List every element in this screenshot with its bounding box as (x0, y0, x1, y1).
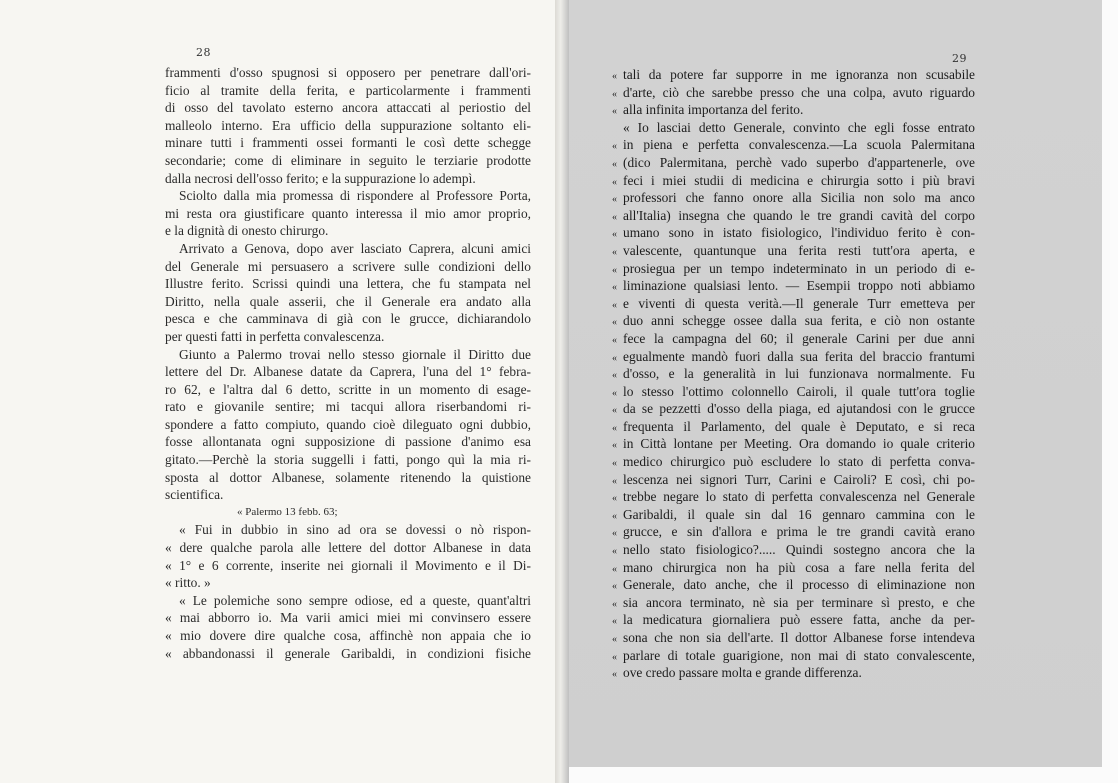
line-text: lescenza nei signori Turr, Carini e Cairoli? E così, chi po- (623, 471, 975, 487)
right-page-scan (569, 0, 1102, 767)
text-line (612, 576, 975, 594)
quote-mark: « (612, 246, 617, 258)
text-line: malleolo interno. Era ufficio della suppurazione soltanto eli- (165, 117, 531, 133)
text-line (612, 523, 975, 541)
text-line (612, 541, 975, 559)
text-line (612, 260, 975, 278)
text-line: di osso del tavolato esterno ancora attaccati al periostio del (165, 100, 531, 116)
quote-mark: « (612, 176, 617, 188)
text-line (612, 295, 975, 313)
text-line (612, 207, 975, 225)
text-line: « ritto. » (165, 575, 211, 591)
text-line (612, 471, 975, 489)
quote-mark: « (612, 475, 617, 487)
quote-mark: « (612, 88, 617, 100)
line-text: feci i miei studii di medicina e chirurgia sotto i più bravi (623, 172, 975, 188)
line-text: « Io lasciai detto Generale, convinto che egli fosse entrato (623, 119, 975, 135)
text-line: per questi fatti in perfetta convalescenza. (165, 328, 385, 344)
line-text: mano chirurgica non ha più cosa a fare nella ferita del (623, 559, 975, 575)
quote-mark: « (612, 440, 617, 452)
line-text: alla infinita importanza del ferito. (623, 102, 804, 118)
line-text: ove credo passare molta e grande differenza. (623, 665, 862, 681)
quote-mark: « (612, 282, 617, 294)
text-line: Illustre ferito. Scrissi quindi una lettera, che fu stampata nel (165, 276, 531, 292)
quote-mark: « (612, 299, 617, 311)
line-text: grucce, e sin d'allora e prima le tre grandi cavità erano (623, 524, 975, 540)
text-line: « abbandonassi il generale Garibaldi, in condizioni fisiche (165, 645, 531, 661)
text-line: Diritto, nella quale asserii, che il Generale era andato alla (165, 293, 531, 309)
text-line (612, 172, 975, 190)
quote-mark: « (612, 546, 617, 558)
text-line (612, 330, 975, 348)
quote-mark: « (612, 158, 617, 170)
quote-mark: « (612, 598, 617, 610)
quote-mark: « (612, 422, 617, 434)
line-text: d'arte, ciò che sarebbe presso che una colpa, avuto riguardo (623, 84, 975, 100)
text-line (612, 101, 975, 119)
line-text: egualmente mandò fuori dalla sua ferita del braccio frantumi (623, 348, 975, 364)
text-line: fosse allontanata ogni supposizione di passione d'animo esa (165, 434, 531, 450)
text-line: « mio dovere dire qualche cosa, affinchè non appaia che io (165, 628, 531, 643)
page-number-left: 28 (196, 46, 211, 59)
text-line: « Palermo 13 febb. 63; (237, 505, 338, 518)
quote-mark: « (612, 581, 617, 593)
text-line (612, 136, 975, 154)
quote-mark: « (612, 317, 617, 329)
text-line: dalla necrosi dell'osso ferito; e la suppurazione lo adempì. (165, 170, 476, 186)
text-line (612, 400, 975, 418)
line-text: umano sono in istato fisiologico, l'individuo ferito è con- (623, 225, 975, 241)
book-gutter (555, 0, 569, 783)
text-line: rato e giovanile sentire; mi tacqui allora riserbandomi ri- (165, 399, 531, 415)
text-line (612, 383, 975, 401)
line-text: liminazione qualsiasi lento. — Esempii troppo noti abbiamo (623, 278, 975, 294)
text-line (612, 242, 975, 260)
line-text: d'osso, e la generalità in lui funzionava normalmente. Fu (623, 366, 975, 382)
quote-mark: « (612, 493, 617, 505)
text-line: e la dignità di onesto chirurgo. (165, 223, 329, 239)
quote-mark: « (612, 387, 617, 399)
text-line (612, 647, 975, 665)
line-text: frequenta il Parlamento, del quale è Deputato, e si reca (623, 418, 975, 434)
quote-mark: « (612, 106, 617, 118)
quote-mark: « (612, 370, 617, 382)
line-text: sona che non sia dell'arte. Il dottor Albanese forse intendeva (623, 630, 975, 645)
line-text: trebbe negare lo stato di perfetta convalescenza nel Generale (623, 489, 975, 505)
text-line: spondere a fatto compiuto, quando cioè dileguato ogni dubbio, (165, 416, 531, 432)
text-line: Giunto a Palermo trovai nello stesso giornale il Diritto due (179, 346, 531, 362)
quote-mark: « (612, 616, 617, 628)
text-line: gitato.—Perchè la storia suggelli i fatti, pongo quì la mia ri- (165, 452, 531, 468)
quote-mark: « (612, 141, 617, 153)
text-line: « mai abborro io. Ma varii amici miei mi convinsero essere (165, 610, 531, 626)
page-bottom-edge (569, 767, 1118, 783)
text-line (612, 506, 975, 524)
text-line (612, 277, 975, 295)
text-line (612, 224, 975, 242)
quote-mark: « (612, 352, 617, 364)
line-text: sia ancora terminato, nè sia per terminare sì presto, e che (623, 594, 975, 610)
quote-mark: « (612, 651, 617, 663)
line-text: parlare di totale guarigione, non mai di stato convalescente, (623, 647, 975, 663)
line-text: da se pezzetti d'osso della piaga, ed ajutandosi con le grucce (623, 401, 975, 417)
line-text: lo stesso l'ottimo colonnello Cairoli, il quale tutt'ora toglie (623, 383, 975, 399)
page-edge (1102, 0, 1118, 783)
text-line: « Le polemiche sono sempre odiose, ed a queste, quant'altri (179, 592, 531, 608)
line-text: (dico Palermitana, perchè vado superbo d'appartenerle, ove (623, 154, 975, 170)
text-line: minare tutti i frammenti ossei formanti le così dette schegge (165, 135, 531, 151)
text-line: secondarie; come di eliminare in seguito le terziarie prodotte (165, 152, 531, 168)
page-number-right: 29 (952, 52, 967, 65)
quote-mark: « (612, 405, 617, 417)
left-page (0, 0, 555, 783)
quote-mark: « (612, 669, 617, 681)
quote-mark: « (612, 229, 617, 241)
quote-mark: « (612, 563, 617, 575)
line-text: valescente, quantunque una ferita resti tutt'ora aperta, e (623, 242, 975, 258)
text-line (612, 189, 975, 207)
quote-mark: « (612, 211, 617, 223)
text-line (612, 488, 975, 506)
quote-mark: « (612, 264, 617, 276)
text-line: ro 62, e l'altra dal 6 detto, scritte in un momento di esage- (165, 381, 531, 397)
line-text: e viventi di questa verità.—Il generale Turr emetteva per (623, 295, 975, 311)
quote-mark: « (612, 458, 617, 470)
line-text: in Città lontane per Meeting. Ora domando io quale criterio (623, 436, 975, 452)
text-line (612, 664, 975, 682)
text-line: Arrivato a Genova, dopo aver lasciato Caprera, alcuni amici (179, 240, 531, 256)
left-page-text (165, 64, 531, 662)
line-text: nello stato fisiologico?..... Quindi sostegno ancora che la (623, 542, 975, 558)
quote-mark: « (612, 510, 617, 522)
text-line (612, 66, 975, 84)
quote-mark: « (612, 334, 617, 346)
line-text: fece la campagna del 60; il generale Carini per due anni (623, 330, 975, 346)
text-line: « dere qualche parola alle lettere del dottor Albanese in data (165, 540, 531, 556)
line-text: duo anni schegge ossee dalla sua ferita, e ciò non ostante (623, 313, 975, 329)
text-line (612, 119, 975, 137)
text-line (612, 365, 975, 383)
line-text: prosiegua per un tempo indeterminato in un periodo di e- (623, 260, 975, 276)
text-line: ficio al tramite della ferita, e particolarmente i frammenti (165, 82, 531, 98)
text-line: frammenti d'osso spugnosi si opposero per penetrare dall'ori- (165, 65, 531, 80)
text-line: sposta al dottor Albanese, solamente ritenendo la quistione (165, 469, 531, 485)
text-line: mi resta ora giustificare quanto interessa il mio amor proprio, (165, 205, 531, 221)
line-text: Garibaldi, il quale sin dal 16 gennaro cammina con le (623, 506, 975, 522)
line-text: medico chirurgico può escludere lo stato di perfetta conva- (623, 454, 975, 470)
text-line (612, 348, 975, 366)
line-text: la medicatura giornaliera può essere fatta, anche da per- (623, 612, 975, 628)
quote-mark: « (612, 194, 617, 206)
text-line: « Fui in dubbio in sino ad ora se dovessi o nò rispon- (179, 522, 531, 538)
text-line (612, 611, 975, 629)
text-line (612, 312, 975, 330)
text-line (612, 154, 975, 172)
quote-mark: « (612, 634, 617, 645)
text-line (612, 559, 975, 577)
line-text: Generale, dato anche, che il processo di eliminazione non (623, 577, 975, 593)
text-line (612, 594, 975, 612)
line-text: all'Italia) insegna che quando le tre grandi cavità del corpo (623, 207, 975, 223)
text-line: del Generale mi persuasero a scrivere sulle condizioni dello (165, 258, 531, 274)
line-text: in piena e perfetta convalescenza.—La scuola Palermitana (623, 137, 975, 153)
line-text: professori che fanno onore alla Sicilia non solo ma anco (623, 190, 975, 206)
text-line (612, 629, 975, 647)
quote-mark: « (612, 71, 617, 82)
text-line (612, 435, 975, 453)
text-line (612, 84, 975, 102)
text-line: pesca e che camminava di già con le grucce, dichiarandolo (165, 311, 531, 327)
text-line: Sciolto dalla mia promessa di rispondere al Professore Porta, (179, 188, 531, 204)
line-text: tali da potere far supporre in me ignoranza non scusabile (623, 67, 975, 82)
text-line (612, 453, 975, 471)
quote-mark: « (612, 528, 617, 540)
right-page (569, 0, 1118, 783)
text-line (612, 418, 975, 436)
text-line: scientifica. (165, 487, 224, 503)
text-line: lettere del Dr. Albanese datate da Caprera, l'una del 1° febra- (165, 364, 531, 380)
right-page-text (612, 66, 975, 682)
text-line: « 1° e 6 corrente, inserite nei giornali il Movimento e il Di- (165, 557, 531, 573)
